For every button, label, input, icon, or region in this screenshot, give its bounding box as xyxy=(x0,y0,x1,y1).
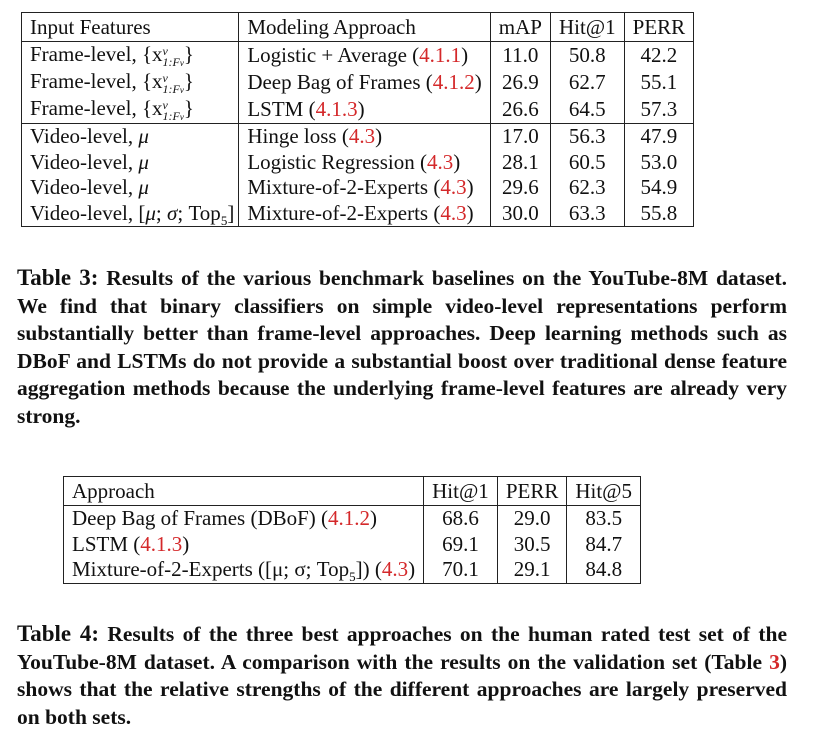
caption-text: Results of the various benchmark baselines on the YouTube-8M dataset. We find that binary classifiers on simple video-level representations perform substantially better than frame-level approaches. Deep learning methods such as DBoF and LSTMs do not provide a substantial boost over traditional dense feature aggregation methods because the underlying frame-level features are already very strong. xyxy=(17,266,788,428)
perr-cell: 30.5 xyxy=(497,532,567,558)
col-header-approach: Approach xyxy=(64,477,424,506)
approach-cell: Mixture-of-2-Experts ([μ; σ; Top$_5$]) (4.3) xyxy=(64,557,424,583)
caption-text-before: Results of the three best approaches on the human rated test set of the YouTube-8M dataset. A comparison with the results on the validation set (Table xyxy=(17,622,788,674)
caption-text-after: ) shows that the relative strengths of the different approaches are largely preserved on both sets. xyxy=(17,649,787,729)
section-ref-link[interactable]: 4.3 xyxy=(440,175,467,199)
hit1-cell: 68.6 xyxy=(424,506,498,532)
map-cell: 28.1 xyxy=(490,150,550,176)
math-subsup: v 1:Fv xyxy=(162,44,184,69)
math-subsup: v 1:Fv xyxy=(162,71,184,96)
table-row xyxy=(22,42,694,70)
perr-cell: 55.8 xyxy=(640,200,678,225)
caption-label: Table 4: xyxy=(17,621,99,646)
table-row xyxy=(22,201,694,227)
col-header-hit5: Hit@5 xyxy=(567,477,641,506)
section-ref-link[interactable]: 4.3 xyxy=(381,557,409,581)
feature-cell: Frame-level, {xv 1:Fv} xyxy=(22,69,239,96)
section-ref-link[interactable]: 4.3 xyxy=(440,200,467,225)
approach-cell: Mixture-of-2-Experts (4.3) xyxy=(239,201,490,227)
table-row xyxy=(64,506,641,532)
perr-cell: 53.0 xyxy=(640,149,678,174)
hit5-cell: 84.8 xyxy=(585,557,623,581)
table-row xyxy=(22,124,694,150)
approach-cell: Logistic Regression (4.3) xyxy=(239,150,490,176)
section-ref-link[interactable]: 4.1.3 xyxy=(315,96,358,121)
hit1-cell: 62.7 xyxy=(550,69,624,96)
table-ref-link[interactable]: 3 xyxy=(769,649,780,674)
feature-cell: Frame-level, {xv 1:Fv} xyxy=(22,96,239,124)
table-3-header-row xyxy=(22,13,694,42)
perr-cell: 57.3 xyxy=(624,96,694,124)
feature-cell: Video-level, μ xyxy=(22,175,239,201)
table-row xyxy=(22,96,694,124)
table-3-caption xyxy=(17,264,787,430)
perr-cell: 29.0 xyxy=(497,506,567,532)
col-header-input-features: Input Features xyxy=(22,13,239,42)
table-row xyxy=(22,150,694,176)
approach-cell: LSTM (4.1.3) xyxy=(64,532,424,558)
section-ref-link[interactable]: 4.3 xyxy=(348,124,376,148)
table-row xyxy=(64,557,641,583)
col-header-perr: PERR xyxy=(624,13,694,42)
approach-cell: Logistic + Average (4.1.1) xyxy=(239,42,490,70)
col-header-hit1: Hit@1 xyxy=(424,477,498,506)
hit5-cell: 83.5 xyxy=(585,506,623,530)
section-ref-link[interactable]: 4.1.3 xyxy=(140,531,183,556)
feature-cell: Video-level, μ xyxy=(22,150,239,176)
table-4-caption xyxy=(17,620,787,731)
perr-cell: 54.9 xyxy=(640,175,678,199)
caption-label: Table 3: xyxy=(17,265,99,290)
table-4-header-row xyxy=(64,477,641,506)
approach-cell: Hinge loss (4.3) xyxy=(239,124,490,150)
hit1-cell: 63.3 xyxy=(550,201,624,227)
hit1-cell: 70.1 xyxy=(424,557,498,583)
perr-cell: 47.9 xyxy=(640,124,678,148)
table-row xyxy=(22,175,694,201)
section-ref-link[interactable]: 4.3 xyxy=(426,149,454,174)
hit1-cell: 62.3 xyxy=(550,175,624,201)
section-ref-link[interactable]: 4.1.2 xyxy=(328,506,371,530)
col-header-perr: PERR xyxy=(497,477,567,506)
hit5-cell: 84.7 xyxy=(585,531,623,556)
approach-cell: Mixture-of-2-Experts (4.3) xyxy=(239,175,490,201)
perr-cell: 55.1 xyxy=(640,69,678,94)
map-cell: 11.0 xyxy=(490,42,550,70)
perr-cell: 29.1 xyxy=(497,557,567,583)
col-header-hit1: Hit@1 xyxy=(550,13,624,42)
hit1-cell: 60.5 xyxy=(550,150,624,176)
feature-cell: Video-level, μ xyxy=(22,124,239,150)
map-cell: 30.0 xyxy=(490,201,550,227)
hit1-cell: 64.5 xyxy=(550,96,624,124)
feature-cell: Frame-level, {xv 1:Fv} xyxy=(22,42,239,70)
table-3 xyxy=(21,12,694,227)
table-row xyxy=(22,69,694,96)
map-cell: 26.6 xyxy=(490,96,550,124)
section-ref-link[interactable]: 4.1.2 xyxy=(432,69,475,94)
table-row xyxy=(64,532,641,558)
col-header-map: mAP xyxy=(490,13,550,42)
section-ref-link[interactable]: 4.1.1 xyxy=(419,42,462,67)
approach-cell: Deep Bag of Frames (DBoF) (4.1.2) xyxy=(64,506,424,532)
approach-cell: Deep Bag of Frames (4.1.2) xyxy=(239,69,490,96)
map-cell: 17.0 xyxy=(490,124,550,150)
feature-cell: Video-level, [μ; σ; Top$_5$] xyxy=(22,201,239,227)
col-header-modeling-approach: Modeling Approach xyxy=(239,13,490,42)
map-cell: 29.6 xyxy=(490,175,550,201)
hit1-cell: 69.1 xyxy=(424,532,498,558)
math-subsup: v 1:Fv xyxy=(162,98,184,123)
approach-cell: LSTM (4.1.3) xyxy=(239,96,490,124)
table-4 xyxy=(63,476,641,584)
hit1-cell: 56.3 xyxy=(550,124,624,150)
hit1-cell: 50.8 xyxy=(550,42,624,70)
perr-cell: 42.2 xyxy=(640,42,678,67)
map-cell: 26.9 xyxy=(490,69,550,96)
